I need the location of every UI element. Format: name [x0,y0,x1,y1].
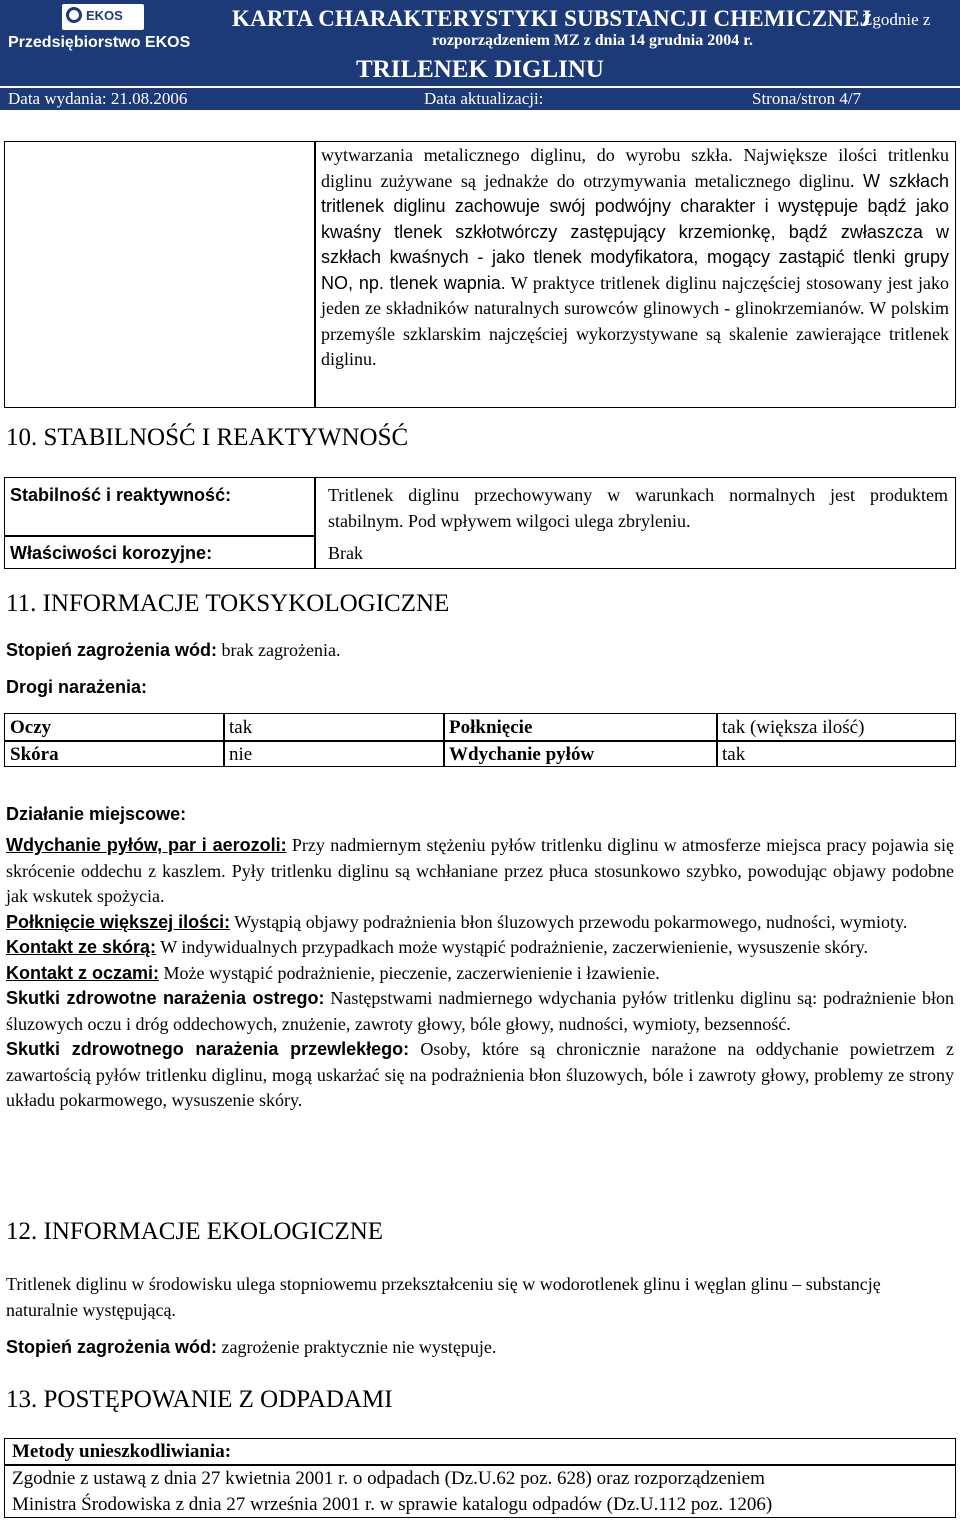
intro-text-3: W praktyce tritlenek diglinu najczęściej stosowany jest jako jeden ze składników naturalnych surowców glinowych - glinokrzemianów. [321,272,949,318]
page-number: Strona/stron 4/7 [752,89,862,108]
water-hazard-line [6,638,340,664]
eye-contact-label: Kontakt z oczami: [6,962,160,983]
intro-text-4: W polskim przemyśle szklarskim najczęściej wykorzystywane są skalenie zawierające tritlenek diglinu. [321,298,950,369]
stability-label: Stabilność i reaktywność: [10,485,232,505]
eco-water-hazard-label: Stopień zagrożenia wód: [6,1337,218,1357]
stability-label-divider [4,535,314,537]
eco-water-hazard-value: zagrożenie praktycznie nie występuje. [221,1337,497,1357]
disposal-methods-label: Metody unieszkodliwiania: [12,1441,232,1462]
eco-water-hazard-line [6,1335,496,1361]
disposal-methods-line-1: Zgodnie z ustawą z dnia 27 kwietnia 2001 r. o odpadach (Dz.U.62 poz. 628) oraz rozporządzeniem [12,1468,765,1489]
water-hazard-value: brak zagrożenia. [221,640,341,660]
logo-mark-icon [66,7,82,23]
logo-text: EKOS [86,8,123,23]
substance-name: TRILENEK DIGLINU [356,56,604,83]
chronic-effects-label: Skutki zdrowotnego narażenia przewlekłego: [6,1039,410,1059]
table-cell-value: tak [229,717,253,738]
table-cell-route: Oczy [10,717,52,738]
ingestion-text: Wystąpią objawy podrażnienia błon śluzowych przewodu pokarmowego, nudności, wymioty. [234,911,908,932]
document-title: KARTA CHARAKTERYSTYKI SUBSTANCJI CHEMICZNEJ [232,6,872,31]
intro-paragraph [321,143,949,373]
table-cell-value: tak [722,744,746,765]
regulation-reference: rozporządzeniem MZ z dnia 14 grudnia 2004 r. [432,32,753,49]
intro-box-divider [314,141,316,408]
stability-box-divider [314,477,316,569]
intro-text-2: W szkłach tritlenek diglinu zachowuje swój podwójny charakter i występuje bądź jako kwaśny tlenek szkłotwórczy zastępujący krzemionkę, bądź zwłaszcza w szkłach kwaśnych - jako tlenek modyfikatora, mogący zastąpić tlenki grupy NO, np. tlenek wapnia. [321,170,950,293]
local-effects-label: Działanie miejscowe: [6,804,187,824]
inhalation-text: Przy nadmiernym stężeniu pyłów tritlenku diglinu w atmosferze miejsca pracy pojawia się skrócenie oddechu z kaszlem. Pyły tritlenku diglinu są wchłaniane przez płuca stosunkowo szybko, powodując objawy podobne jak wskutek spożycia. [6,835,955,906]
corrosive-label: Właściwości korozyjne: [10,543,213,563]
update-date: Data aktualizacji: [424,89,544,108]
exposure-routes-label: Drogi narażenia: [6,677,148,697]
disposal-methods-line-2: Ministra Środowiska z dnia 27 września 2001 r. w sprawie katalogu odpadów (Dz.U.112 poz. 1206) [12,1494,773,1515]
company-logo [62,4,144,30]
corrosive-value: Brak [328,543,363,563]
eye-contact-text: Może wystąpić podrażnienie, pieczenie, zaczerwienienie i łzawienie. [163,962,660,983]
table-cell-route: Wdychanie pyłów [449,744,595,765]
conformity-note: Zgodnie z [862,10,931,29]
ecology-text: Tritlenek diglinu w środowisku ulega stopniowemu przekształceniu się w wodorotlenek glinu i węglan glinu – substancję naturalnie występującą. [6,1274,881,1320]
acute-effects-label: Skutki zdrowotne narażenia ostrego: [6,988,325,1008]
section-10-title: 10. STABILNOŚĆ I REAKTYWNOŚĆ [6,424,409,451]
stability-value: Tritlenek diglinu przechowywany w warunkach normalnych jest produktem stabilnym. Pod wpływem wilgoci ulega zbryleniu. [328,485,948,531]
chronic-effects-text: Osoby, które są chronicznie narażone na oddychanie powietrzem z zawartością pyłów tritlenku diglinu, mogą uskarżać się na podrażnienia błon śluzowych, bóle i zawroty głowy, problemy ze strony układu pokarmowego, wysuszenie skóry. [6,1039,955,1110]
table-cell-value: tak (większa ilość) [722,717,865,738]
intro-text-1: wytwarzania metalicznego diglinu, do wyrobu szkła. Największe ilości tritlenku diglinu zużywane są jednakże do otrzymywania metalicznego diglinu. [321,145,949,191]
table-cell-route: Skóra [10,744,59,765]
table-cell-value: nie [229,744,253,765]
inhalation-label: Wdychanie pyłów, par i aerozoli: [6,835,287,855]
section-11-title: 11. INFORMACJE TOKSYKOLOGICZNE [6,590,450,617]
document-header [0,0,960,110]
section-12-title: 12. INFORMACJE EKOLOGICZNE [6,1218,384,1245]
skin-contact-label: Kontakt ze skórą: [6,937,157,957]
table-cell-route: Połknięcie [449,717,533,738]
section-13-title: 13. POSTĘPOWANIE Z ODPADAMI [6,1386,393,1413]
acute-effects-text: Następstwami nadmiernego wdychania pyłów tritlenku diglinu są: podrażnienie błon śluzowych oczu i dróg oddechowych, znużenie, zawroty głowy, bóle głowy, nudności, wymioty, bezsenność. [6,988,954,1034]
skin-contact-text: W indywidualnych przypadkach może wystąpić podrażnienie, zaczerwienienie, wysuszenie skóry. [160,937,868,957]
header-divider [0,86,960,88]
ingestion-label: Połknięcie większej ilości: [6,911,231,932]
local-effects-text [6,833,954,1114]
water-hazard-label: Stopień zagrożenia wód: [6,640,218,660]
company-name: Przedsiębiorstwo EKOS [8,34,191,51]
issue-date: Data wydania: 21.08.2006 [8,89,188,108]
